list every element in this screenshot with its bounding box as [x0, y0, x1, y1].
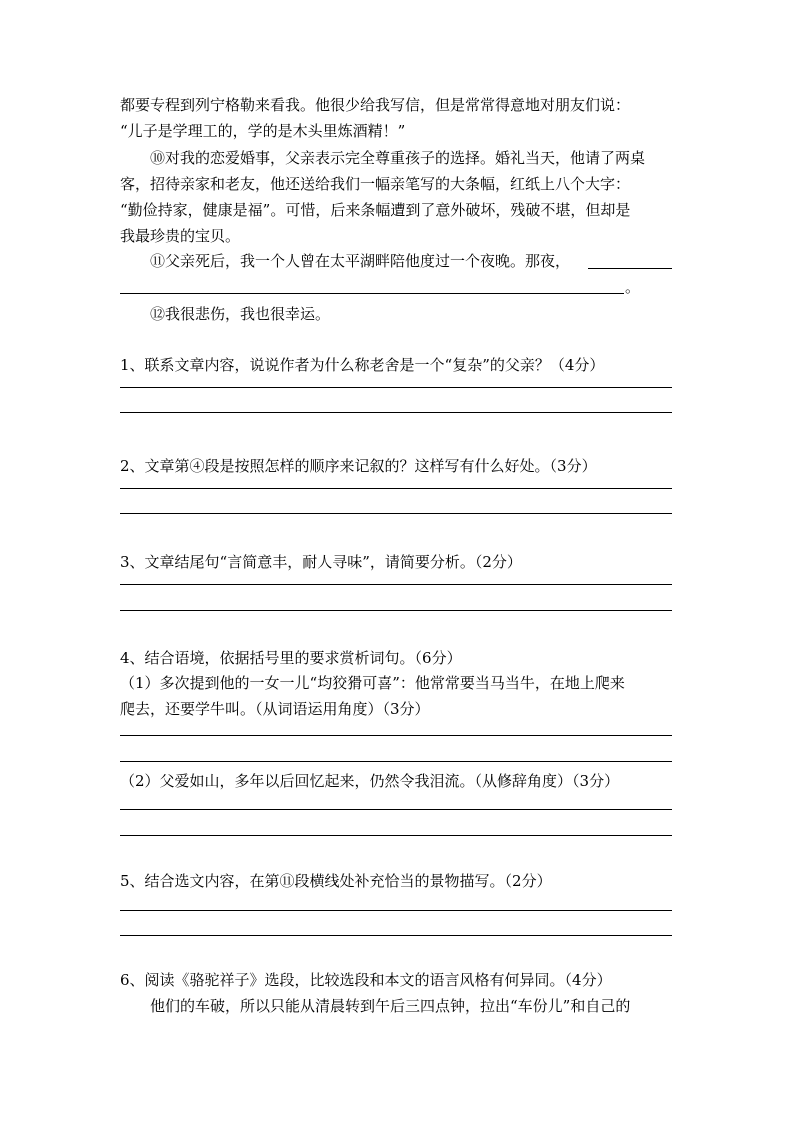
answer-line[interactable] — [120, 584, 672, 585]
question-1: 1、联系文章内容，说说作者为什么称老舍是一个“复杂”的父亲？（4分） — [120, 356, 605, 374]
paragraph-10-line-1: ⑩对我的恋爱婚事，父亲表示完全尊重孩子的选择。婚礼当天，他请了两桌 — [150, 149, 646, 167]
answer-line[interactable] — [120, 513, 672, 514]
answer-line[interactable] — [120, 735, 672, 736]
paragraph-10-line-4: 我最珍贵的宝贝。 — [120, 227, 241, 245]
answer-line[interactable] — [120, 412, 672, 413]
paragraph-11-end-mark: 。 — [625, 278, 641, 296]
answer-line[interactable] — [120, 387, 672, 388]
question-4: 4、结合语境，依据括号里的要求赏析词句。（6分） — [120, 649, 462, 667]
answer-line[interactable] — [120, 488, 672, 489]
question-3: 3、文章结尾句“言简意丰，耐人寻味”，请简要分析。（2分） — [120, 553, 522, 571]
passage-line-2: “儿子是学理工的，学的是木头里炼酒精！” — [120, 122, 406, 140]
question-4-1-line-1: （1）多次提到他的一女一儿“均狡猾可喜”：他常常要当马当牛，在地上爬来 — [120, 674, 625, 692]
passage-line-1: 都要专程到列宁格勒来看我。他很少给我写信，但是常常得意地对朋友们说： — [120, 96, 631, 114]
question-2: 2、文章第④段是按照怎样的顺序来记叙的？这样写有什么好处。（3分） — [120, 457, 597, 475]
paragraph-10-line-3: “勤俭持家，健康是福”。可惜，后来条幅遭到了意外破坏，残破不堪，但却是 — [120, 201, 631, 219]
question-6-excerpt: 他们的车破，所以只能从清晨转到午后三四点钟，拉出“车份儿”和自己的 — [150, 997, 631, 1015]
question-4-1-line-2: 爬去，还要学牛叫。（从词语运用角度）（3分） — [120, 700, 430, 718]
fill-blank-line[interactable] — [588, 268, 672, 269]
answer-line[interactable] — [120, 835, 672, 836]
paragraph-12: ⑫我很悲伤，我也很幸运。 — [150, 305, 331, 323]
answer-line[interactable] — [120, 809, 672, 810]
answer-line[interactable] — [120, 610, 672, 611]
answer-line[interactable] — [120, 761, 672, 762]
answer-line[interactable] — [120, 910, 672, 911]
fill-blank-line[interactable] — [120, 293, 624, 294]
paragraph-10-line-2: 客，招待亲家和老友，他还送给我们一幅亲笔写的大条幅，红纸上八个大字： — [120, 175, 631, 193]
paragraph-11-line-1: ⑪父亲死后，我一个人曾在太平湖畔陪他度过一个夜晚。那夜， — [150, 252, 571, 270]
answer-line[interactable] — [120, 935, 672, 936]
question-4-2: （2）父爱如山，多年以后回忆起来，仍然令我泪流。（从修辞角度）（3分） — [120, 772, 620, 790]
question-6: 6、阅读《骆驼祥子》选段，比较选段和本文的语言风格有何异同。（4分） — [120, 971, 612, 989]
question-5: 5、结合选文内容，在第⑪段横线处补充恰当的景物描写。（2分） — [120, 872, 552, 890]
